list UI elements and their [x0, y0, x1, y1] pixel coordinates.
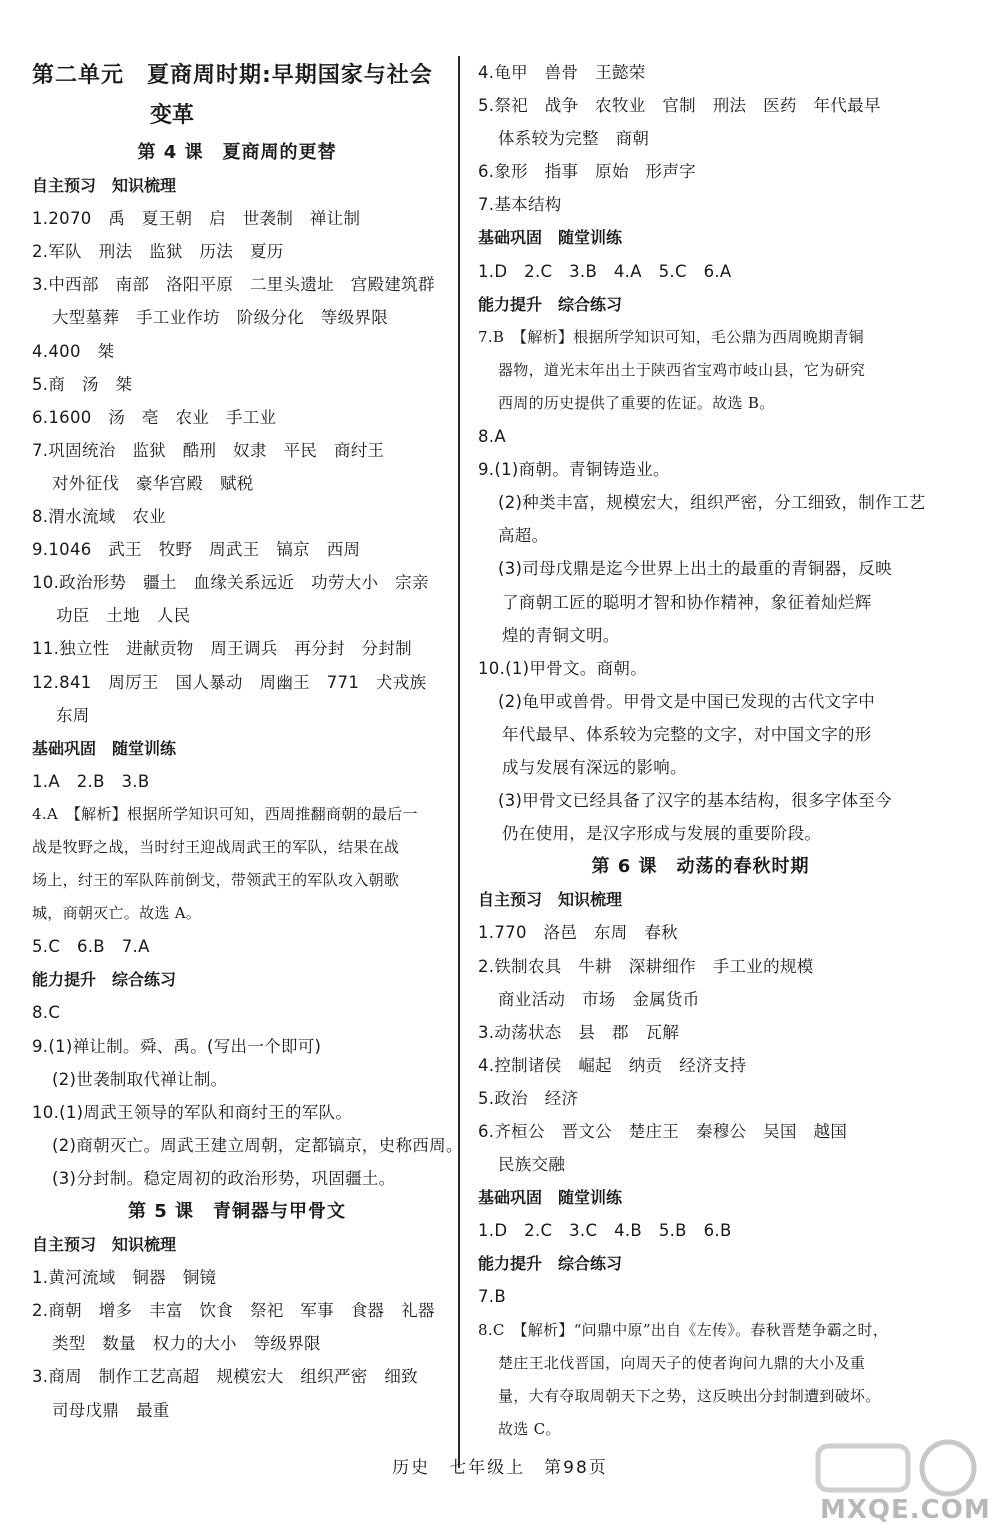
answer-line: 10.政治形势 疆土 血缘关系远近 功劳大小 宗亲: [32, 573, 429, 593]
section-heading: 自主预习 知识梳理: [478, 890, 623, 910]
section-heading: 基础巩固 随堂训练: [32, 738, 177, 758]
unit-title: 第二单元 夏商周时期:早期国家与社会: [32, 63, 433, 88]
answer-line: 11.独立性 进献贡物 周王调兵 再分封 分封制: [32, 639, 412, 659]
answer-line: 9.1046 武王 牧野 周武王 镐京 西周: [32, 540, 361, 560]
analysis-line: 战是牧野之战，当时纣王迎战周武王的军队，结果在战: [32, 837, 400, 856]
answer-line: 6.齐桓公 晋文公 楚庄王 秦穆公 吴国 越国: [478, 1122, 848, 1141]
answer-line: 1.D 2.C 3.B 4.A 5.C 6.A: [478, 261, 732, 281]
answer-line: 7.巩固统治 监狱 酷刑 奴隶 平民 商纣王: [32, 440, 385, 460]
answer-line: 2.商朝 增多 丰富 饮食 祭祀 军事 食器 礼器: [32, 1301, 435, 1321]
analysis-line: 8.C 【解析】“问鼎中原”出自《左传》。春秋晋楚争霸之时，: [478, 1320, 889, 1339]
answer-line: 6.1600 汤 亳 农业 手工业: [32, 407, 277, 427]
answer-line: 4.控制诸侯 崛起 纳贡 经济支持: [478, 1055, 747, 1075]
answer-line: 8.渭水流域 农业: [32, 507, 166, 527]
answer-line: 司母戊鼎 最重: [52, 1400, 170, 1420]
answer-line: 高超。: [498, 526, 549, 546]
answer-line: 8.A: [478, 427, 506, 447]
section-heading: 基础巩固 随堂训练: [478, 228, 623, 248]
right-column: [478, 56, 926, 1446]
answer-line: 功臣 土地 人民: [56, 606, 191, 626]
answer-line: 1.A 2.B 3.B: [32, 771, 150, 791]
analysis-line: 故选 C。: [498, 1419, 561, 1438]
answer-line: (2)龟甲或兽骨。甲骨文是中国已发现的古代文字中: [498, 691, 876, 711]
answer-line: 年代最早、体系较为完整的文字，对中国文字的形: [502, 724, 872, 744]
answer-line: 3.中西部 南部 洛阳平原 二里头遗址 宫殿建筑群: [32, 275, 435, 295]
watermark-text: MXQE.COM: [820, 1495, 991, 1525]
answer-line: 3.商周 制作工艺高超 规模宏大 组织严密 细致: [32, 1367, 418, 1387]
answer-line: 5.祭祀 战争 农牧业 官制 刑法 医药 年代最早: [478, 96, 881, 116]
answer-line: 5.C 6.B 7.A: [32, 937, 150, 957]
answer-line: 1.770 洛邑 东周 春秋: [478, 923, 678, 943]
answer-line: 了商朝工匠的聪明才智和协作精神，象征着灿烂辉: [502, 592, 872, 612]
answer-line: (2)种类丰富，规模宏大，组织严密，分工细致，制作工艺: [498, 493, 926, 513]
answer-line: 2.铁制农具 牛耕 深耕细作 手工业的规模: [478, 956, 814, 976]
answer-line: 4.400 桀: [32, 341, 115, 361]
section-heading: 自主预习 知识梳理: [32, 176, 177, 196]
answer-line: (3)甲骨文已经具备了汉字的基本结构，很多字体至今: [498, 791, 892, 811]
analysis-line: 楚庄王北伐晋国，向周天子的使者询问九鼎的大小及重: [498, 1353, 866, 1372]
unit-title-cont: 变革: [150, 103, 195, 128]
section-heading: 能力提升 综合练习: [32, 970, 177, 990]
answer-line: 成与发展有深远的影响。: [502, 757, 687, 777]
answer-line: 4.龟甲 兽骨 王懿荣: [478, 63, 646, 82]
lesson-4-title: 第 4 课 夏商周的更替: [137, 142, 337, 163]
answer-line: 对外征伐 豪华宫殿 赋税: [52, 473, 254, 493]
answer-line: 体系较为完整 商朝: [498, 129, 650, 149]
lesson-6-title: 第 6 课 动荡的春秋时期: [591, 856, 810, 878]
answer-line: 大型墓葬 手工业作坊 阶级分化 等级界限: [52, 308, 388, 328]
answer-line: 7.B: [478, 1287, 506, 1307]
left-column: [32, 56, 463, 1427]
answer-line: (2)商朝灭亡。周武王建立周朝，定都镐京，史称西周。: [52, 1135, 463, 1155]
answer-line: 10.(1)甲骨文。商朝。: [478, 658, 648, 678]
analysis-line: 7.B 【解析】根据所学知识可知，毛公鼎为西周晚期青铜: [478, 327, 864, 346]
answer-line: 8.C: [32, 1003, 61, 1023]
answer-line: 煌的青铜文明。: [502, 625, 620, 645]
answer-line: 6.象形 指事 原始 形声字: [478, 162, 696, 182]
answer-line: 商业活动 市场 金属货币: [498, 989, 700, 1009]
answer-line: 5.政治 经济: [478, 1088, 579, 1108]
section-heading: 能力提升 综合练习: [478, 294, 623, 314]
answer-line: 9.(1)禅让制。舜、禹。(写出一个即可): [32, 1036, 322, 1056]
answer-line: 民族交融: [498, 1155, 566, 1175]
answer-line: (3)分封制。稳定周初的政治形势，巩固疆土。: [52, 1168, 396, 1188]
column-divider: [458, 56, 460, 1468]
answer-line: 东周: [56, 705, 90, 725]
answer-line: 2.军队 刑法 监狱 历法 夏历: [32, 242, 284, 262]
section-heading: 能力提升 综合练习: [478, 1254, 623, 1274]
answer-line: (2)世袭制取代禅让制。: [52, 1069, 228, 1089]
answer-line: 10.(1)周武王领导的军队和商纣王的军队。: [32, 1102, 353, 1122]
answer-line: 1.D 2.C 3.C 4.B 5.B 6.B: [478, 1221, 732, 1241]
analysis-line: 器物，道光末年出土于陕西省宝鸡市岐山县，它为研究: [498, 360, 866, 379]
answer-line: 1.2070 禹 夏王朝 启 世袭制 禅让制: [32, 209, 361, 229]
analysis-line: 4.A 【解析】根据所学知识可知，西周推翻商朝的最后一: [32, 804, 418, 823]
analysis-line: 西周的历史提供了重要的佐证。故选 B。: [498, 393, 775, 412]
lesson-5-title: 第 5 课 青铜器与甲骨文: [127, 1201, 347, 1222]
answer-line: 3.动荡状态 县 郡 瓦解: [478, 1022, 680, 1042]
answer-line: 5.商 汤 桀: [32, 374, 133, 394]
page-footer: 历史 七年级上 第98页: [392, 1458, 608, 1478]
section-heading: 基础巩固 随堂训练: [478, 1188, 623, 1208]
answer-line: 仍在使用，是汉字形成与发展的重要阶段。: [502, 824, 822, 844]
analysis-line: 城，商朝灭亡。故选 A。: [32, 904, 202, 923]
answer-line: 1.黄河流域 铜器 铜镜: [32, 1268, 217, 1288]
answer-line: 类型 数量 权力的大小 等级界限: [52, 1334, 321, 1354]
analysis-line: 量，大有夺取周朝天下之势，这反映出分封制遭到破坏。: [498, 1386, 881, 1405]
answer-line: 9.(1)商朝。青铜铸造业。: [478, 460, 670, 480]
analysis-line: 场上，纣王的军队阵前倒戈，带领武王的军队攻入朝歌: [32, 871, 400, 890]
answer-line: 12.841 周厉王 国人暴动 周幽王 771 犬戎族: [32, 672, 427, 692]
answer-line: (3)司母戊鼎是迄今世界上出土的最重的青铜器，反映: [498, 559, 892, 579]
answer-line: 7.基本结构: [478, 195, 562, 215]
section-heading: 自主预习 知识梳理: [32, 1235, 177, 1255]
